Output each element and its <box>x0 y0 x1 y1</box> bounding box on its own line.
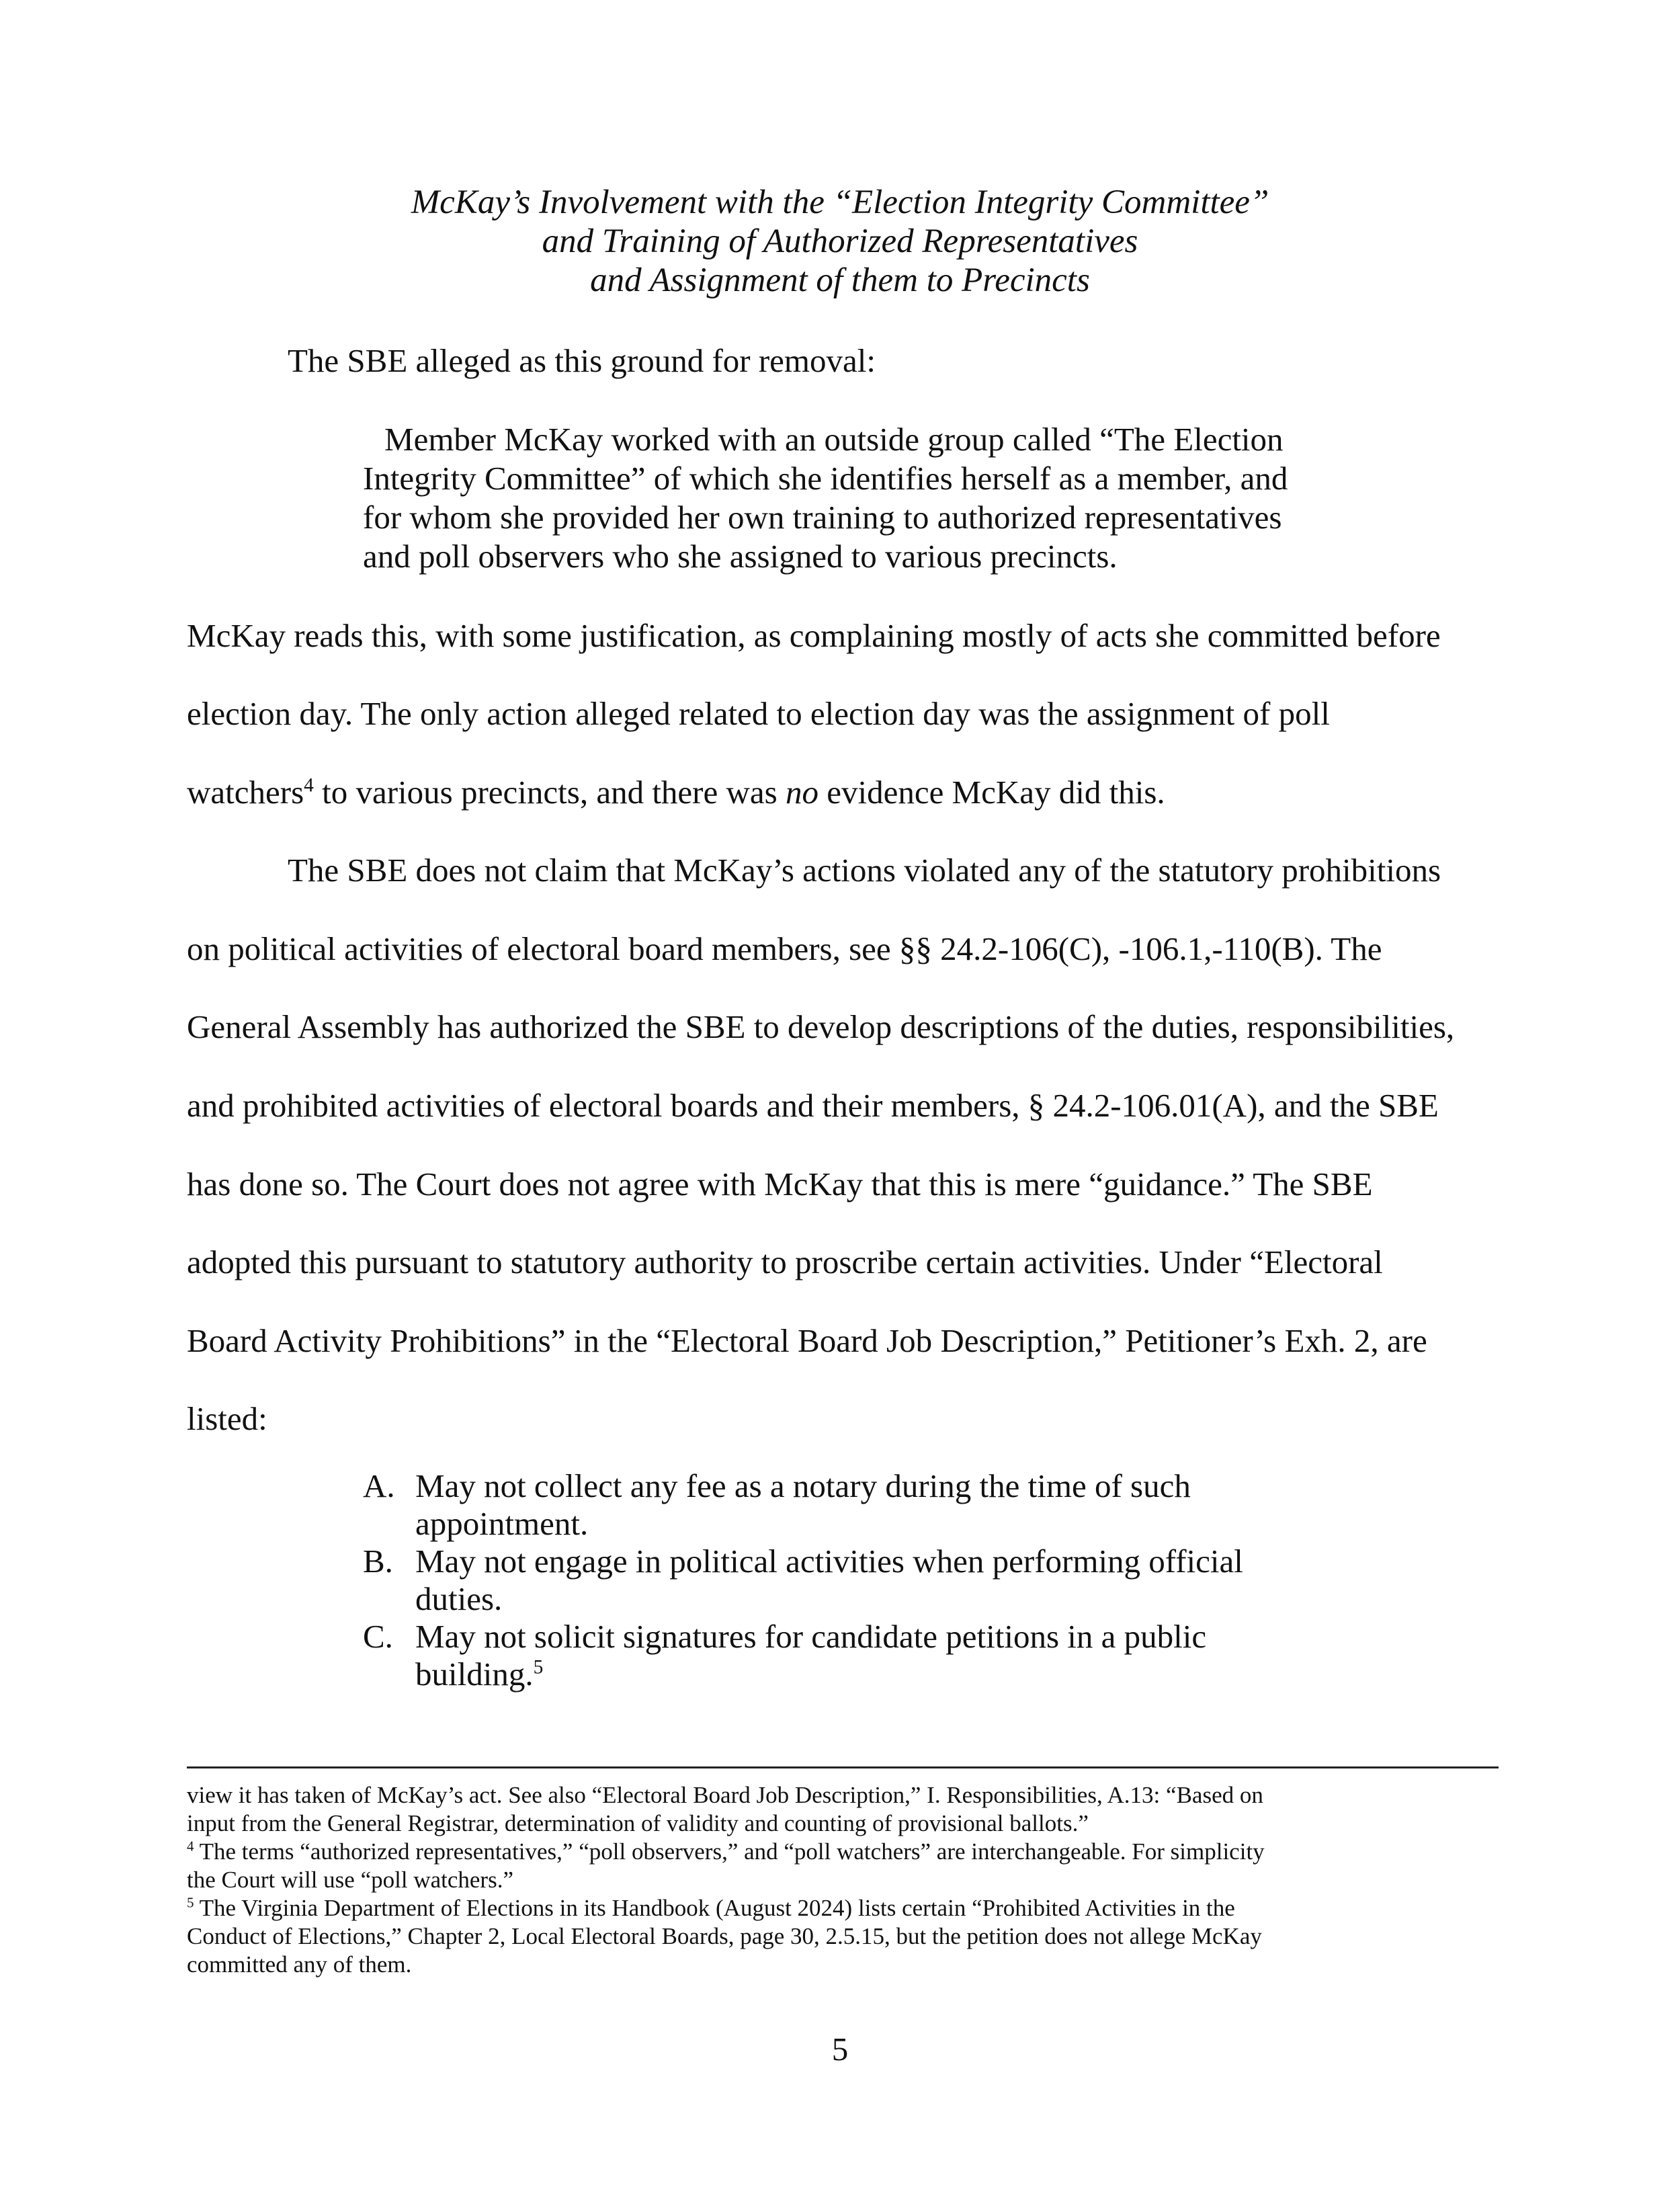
intro-text: The SBE alleged as this ground for removal: <box>288 342 876 379</box>
footnote-number: 5 <box>187 1894 194 1911</box>
para2-line: The SBE does not claim that McKay’s actions violated any of the statutory prohibitions <box>288 852 1441 889</box>
list-text: appointment. <box>415 1505 589 1542</box>
footnote-line: committed any of them. <box>187 1951 412 1978</box>
list-text: May not solicit signatures for candidate petitions in a public <box>415 1618 1207 1655</box>
heading-line: and Assignment of them to Precincts <box>590 261 1090 299</box>
para2-line: listed: <box>187 1400 267 1437</box>
list-letter: C. <box>363 1618 393 1655</box>
list-letter: B. <box>363 1543 393 1580</box>
para1-line: election day. The only action alleged related to election day was the assignment of poll <box>187 695 1330 732</box>
page-number: 5 <box>831 2031 849 2068</box>
text-span: watchers <box>187 774 304 811</box>
heading-line: McKay’s Involvement with the “Election Integrity Committee” <box>411 184 1269 221</box>
footnote-line: view it has taken of McKay’s act. See also “Electoral Board Job Description,” I. Responsibilities, A.13: “Based on <box>187 1782 1263 1808</box>
text-span: The Virginia Department of Elections in its Handbook (August 2024) lists certain “Prohibited Activities in the <box>194 1895 1235 1921</box>
para1-line <box>187 773 1165 812</box>
para2-line: and prohibited activities of electoral boards and their members, § 24.2-106.01(A), and the SBE <box>187 1087 1439 1124</box>
list-letter: A. <box>363 1467 395 1504</box>
para2-line: General Assembly has authorized the SBE to develop descriptions of the duties, responsibilities, <box>187 1008 1455 1045</box>
text-span: to various precincts, and there was <box>313 774 786 811</box>
list-text: duties. <box>415 1580 503 1617</box>
text-span: The terms “authorized representatives,” “poll observers,” and “poll watchers” are interchangeable. For simplicity <box>194 1838 1265 1865</box>
para1-line: McKay reads this, with some justification, as complaining mostly of acts she committed before <box>187 617 1441 654</box>
heading-line: and Training of Authorized Representatives <box>542 222 1138 260</box>
prohibitions-list <box>363 1467 1243 1693</box>
quote-line: for whom she provided her own training to authorized representatives <box>363 499 1282 536</box>
para2-line: Board Activity Prohibitions” in the “Electoral Board Job Description,” Petitioner’s Exh. 2, are <box>187 1322 1427 1359</box>
footnote-line <box>187 1894 1265 1922</box>
quote-line: and poll observers who she assigned to various precincts. <box>363 538 1118 575</box>
footnote-number: 4 <box>187 1838 194 1855</box>
text-span: evidence McKay did this. <box>818 774 1165 811</box>
block-quote <box>363 420 1288 576</box>
footnote-line: the Court will use “poll watchers.” <box>187 1867 513 1893</box>
para2-line: adopted this pursuant to statutory authority to proscribe certain activities. Under “Electoral <box>187 1244 1383 1280</box>
list-text: May not collect any fee as a notary during the time of such <box>415 1467 1191 1504</box>
footnote-ref: 5 <box>533 1656 544 1678</box>
footnote-line: input from the General Registrar, determination of validity and counting of provisional ballots.” <box>187 1810 1089 1836</box>
list-text: May not engage in political activities when performing official <box>415 1543 1243 1580</box>
para2-line: on political activities of electoral board members, see §§ 24.2-106(C), -106.1,-110(B). The <box>187 930 1382 967</box>
footnote-line <box>187 1838 1265 1866</box>
footnote-divider <box>187 1766 1499 1768</box>
footnotes <box>187 1781 1265 1979</box>
footnote-ref: 4 <box>304 774 314 797</box>
footnote-line: Conduct of Elections,” Chapter 2, Local Electoral Boards, page 30, 2.5.15, but the petition does not allege McKay <box>187 1923 1262 1949</box>
list-item <box>363 1618 1243 1693</box>
list-text <box>415 1656 1243 1693</box>
section-heading <box>0 183 1680 300</box>
list-item <box>363 1543 1243 1618</box>
quote-line: Member McKay worked with an outside group called “The Election <box>384 421 1284 458</box>
list-item <box>363 1467 1243 1543</box>
quote-line: Integrity Committee” of which she identifies herself as a member, and <box>363 460 1288 497</box>
para2-line: has done so. The Court does not agree with McKay that this is mere “guidance.” The SBE <box>187 1166 1373 1203</box>
emphasis-text: no <box>785 774 818 811</box>
text-span: building. <box>415 1656 534 1693</box>
